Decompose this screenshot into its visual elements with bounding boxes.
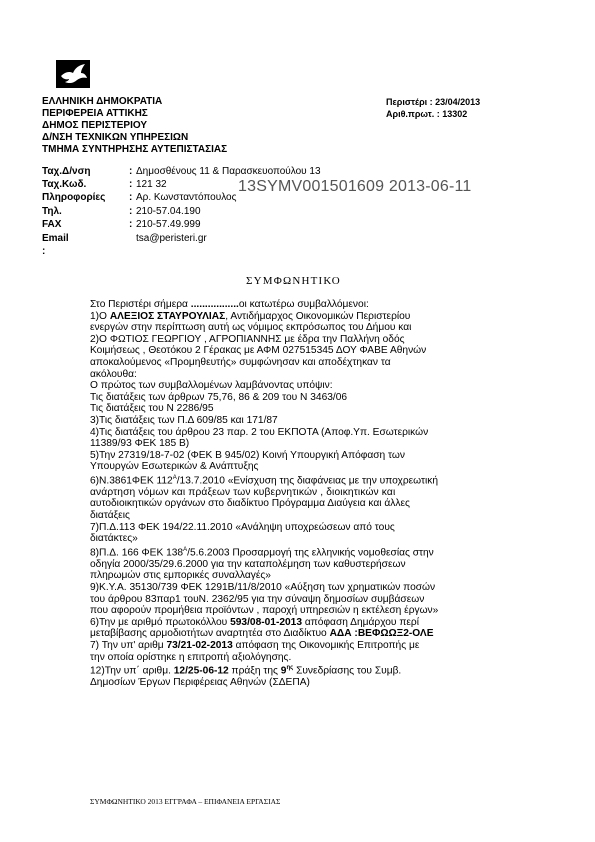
page-footer: ΣΥΜΦΩΝΗΤΙΚΟ 2013 ΕΓΓΡΑΦΑ – ΕΠΙΦΑΝΕΙΑ ΕΡΓΑΣΙΑΣ	[90, 797, 281, 806]
body-line: 11389/93 ΦΕΚ 185 Β)	[90, 438, 190, 450]
body-line: την οποία ορίστηκε η επιτροπή αξιολόγησης.	[90, 651, 292, 663]
body-line: αυτοδιοικητικών οργάνων στο διαδίκτυο Πρόγραμμα Διαύγεια και άλλες	[90, 498, 410, 510]
body-line: Δημοσίων Έργων Περιφέρειας Αθηνών (ΣΔΕΠΑ)	[90, 677, 310, 689]
superscript: ης	[286, 665, 294, 672]
contact-label: Τηλ.	[42, 206, 62, 217]
document-title: ΣΥΜΦΩΝΗΤΙΚΟ	[246, 275, 341, 287]
body-line: οδηγία 2000/35/29.6.2000 για την καταπολέμηση των καθυστερήσεων	[90, 558, 406, 570]
body-text: Συνεδρίασης του Συμβ.	[293, 665, 402, 677]
body-line: που αφορούν προμήθεια προϊόντων , παροχή υπηρεσιών η εκτέλεση έργων»	[90, 605, 439, 617]
contact-value: tsa@peristeri.gr	[136, 233, 207, 244]
diavgeia-stamp: 13SYMV001501609 2013-06-11	[238, 178, 472, 195]
contact-value: Αρ. Κωνσταντόπουλος	[136, 192, 237, 203]
body-line: ανάρτηση νόμων και πράξεων των κυβερνητικών , διοικητικών και	[90, 486, 396, 498]
body-line: 5)Την 27319/18-7-02 (ΦΕΚ Β 945/02) Κοινή Υπουργική Απόφαση των	[90, 449, 405, 461]
contact-colon: :	[129, 166, 133, 177]
contact-label: Ταχ.Δ/νση	[42, 166, 91, 177]
decision-number: 593/08-01-2013	[230, 616, 303, 628]
body-text: μεταβίβασης αρμοδιοτήτων αναρτητέα στο Διαδίκτυο	[90, 628, 330, 640]
header-line: ΤΜΗΜΑ ΣΥΝΤΗΡΗΣΗΣ ΑΥΤΕΠΙΣΤΑΣΙΑΣ	[42, 144, 228, 155]
body-line: Ο πρώτος των συμβαλλομένων λαμβάνοντας υπόψιν:	[90, 380, 333, 392]
document-date: Περιστέρι : 23/04/2013	[386, 97, 481, 107]
contact-colon: :	[42, 246, 46, 257]
body-line: Τις διατάξεις του Ν 2286/95	[90, 403, 214, 415]
body-line: 4)Τις διατάξεις του άρθρου 23 παρ. 2 του ΕΚΠΟΤΑ (Αποφ.Υπ. Εσωτερικών	[90, 426, 429, 438]
body-line: Τις διατάξεις των άρθρων 75,76, 86 & 209 του Ν 3463/06	[90, 391, 348, 403]
body-text: 8)Π.Δ. 166 ΦΕΚ 138	[90, 547, 184, 559]
contact-value: 210-57.49.999	[136, 219, 201, 230]
session-number: 9	[280, 665, 287, 677]
body-line: ενεργών στην περίπτωση αυτή ως νόμιμος εκπρόσωπος του Δήμου και	[90, 322, 412, 334]
body-text: οι κατωτέρω συμβαλλόμενοι:	[238, 299, 369, 310]
protocol-number: Αριθ.πρωτ. : 13302	[386, 109, 468, 119]
dove-logo-icon	[56, 60, 90, 88]
body-text: /5.6.2003 Προσαρμογή της ελληνικής νομοθεσίας στην	[187, 547, 434, 559]
body-line	[90, 628, 502, 640]
body-line: 3)Τις διατάξεις των Π.Δ 609/85 και 171/87	[90, 414, 278, 426]
body-line: ακόλουθα:	[90, 368, 137, 380]
header-line: ΔΗΜΟΣ ΠΕΡΙΣΤΕΡΙΟΥ	[42, 120, 148, 131]
contact-label: Email	[42, 233, 69, 244]
body-line	[90, 640, 502, 652]
ada-code: ΑΔΑ :ΒΕΦΩΩΞ2-ΟΛΕ	[329, 628, 434, 640]
contact-value: 210-57.04.190	[136, 206, 201, 217]
body-line: Κοιμήσεως , Θεοτόκου 2 Γέρακας με ΑΦΜ 027515345 ΔΟΥ ΦΑΒΕ Αθηνών	[90, 345, 427, 357]
contact-value: Δημοσθένους 11 & Παρασκευοπούλου 13	[136, 166, 321, 177]
body-text: 7) Την υπ' αριθμ	[90, 640, 167, 651]
body-text: 6)Ν.3861ΦΕΚ 112	[90, 475, 173, 487]
header-line: ΠΕΡΙΦΕΡΕΙΑ ΑΤΤΙΚΗΣ	[42, 108, 148, 119]
contact-colon: :	[129, 179, 133, 190]
body-text: /13.7.2010 «Ενίσχυση της διαφάνειας με την υποχρεωτική	[176, 475, 439, 487]
body-line: 2)Ο ΦΩΤΙΟΣ ΓΕΩΡΓΙΟΥ , ΑΓΡΟΠΙΑΝΝΗΣ με έδρα την Παλλήνη οδός	[90, 333, 405, 345]
body-text: πράξη της	[228, 665, 281, 677]
body-text: 12)Την υπ΄ αριθμ.	[90, 665, 174, 677]
signatory-name: ΑΛΕΞΙΟΣ ΣΤΑΥΡΟΥΛΙΑΣ	[109, 310, 226, 322]
act-number: 12/25-06-12	[173, 665, 229, 677]
body-text: Στο Περιστέρι σήμερα	[90, 299, 191, 310]
contact-colon: :	[129, 219, 133, 230]
body-line	[90, 473, 502, 487]
body-line	[90, 299, 502, 311]
body-line: διατάκτες»	[90, 533, 138, 545]
header-authority	[42, 96, 227, 156]
body-text: , Αντιδήμαρχος Οικονομικών Περιστερίου	[225, 310, 411, 322]
contact-label: Ταχ.Κωδ.	[42, 179, 87, 190]
superscript: Α	[183, 546, 188, 553]
body-line	[90, 663, 502, 677]
header-line: ΕΛΛΗΝΙΚΗ ΔΗΜΟΚΡΑΤΙΑ	[42, 96, 163, 107]
contact-colon: :	[129, 192, 133, 203]
body-text: απόφαση Δημάρχου περί	[302, 616, 419, 628]
body-text: απόφαση της Οικονομικής Επιτροπής με	[232, 640, 420, 651]
contact-value: 121 32	[136, 179, 167, 190]
body-line	[90, 617, 502, 629]
body-text: 6)Την με αριθμό πρωτοκόλλου	[90, 616, 231, 628]
body-line: του άρθρου 83παρ1 τουΝ. 2362/95 για την σύναψη δημοσίων συμβάσεων	[90, 593, 425, 605]
body-line: διατάξεις	[90, 510, 130, 522]
body-line: Υπουργών Εσωτερικών & Ανάπτυξης	[90, 461, 259, 473]
committee-decision-number: 73/21-02-2013	[166, 640, 233, 651]
body-line	[90, 545, 502, 559]
contact-label: Πληροφορίες	[42, 192, 106, 203]
contact-label: FAX	[42, 219, 62, 230]
body-line	[90, 311, 502, 323]
superscript: Α	[172, 474, 177, 481]
body-line: αποκαλούμενος «Προμηθευτής» συμφώνησαν και αποδέχτηκαν τα	[90, 356, 391, 368]
body-text: 1)Ο	[90, 310, 110, 322]
body-line: 7)Π.Δ.113 ΦΕΚ 194/22.11.2010 «Ανάληψη υποχρεώσεων από τους	[90, 521, 395, 533]
document-body	[90, 299, 502, 689]
body-line: 9)Κ.Υ.Α. 35130/739 ΦΕΚ 1291Β/11/8/2010 «Αύξηση των χρηματικών ποσών	[90, 582, 436, 594]
body-line: πληρωμών στις εμπορικές συναλλαγές»	[90, 570, 271, 582]
header-line: Δ/ΝΣΗ ΤΕΧΝΙΚΩΝ ΥΠΗΡΕΣΙΩΝ	[42, 132, 189, 143]
date-blank: .................	[190, 299, 239, 310]
contact-colon: :	[129, 206, 133, 217]
